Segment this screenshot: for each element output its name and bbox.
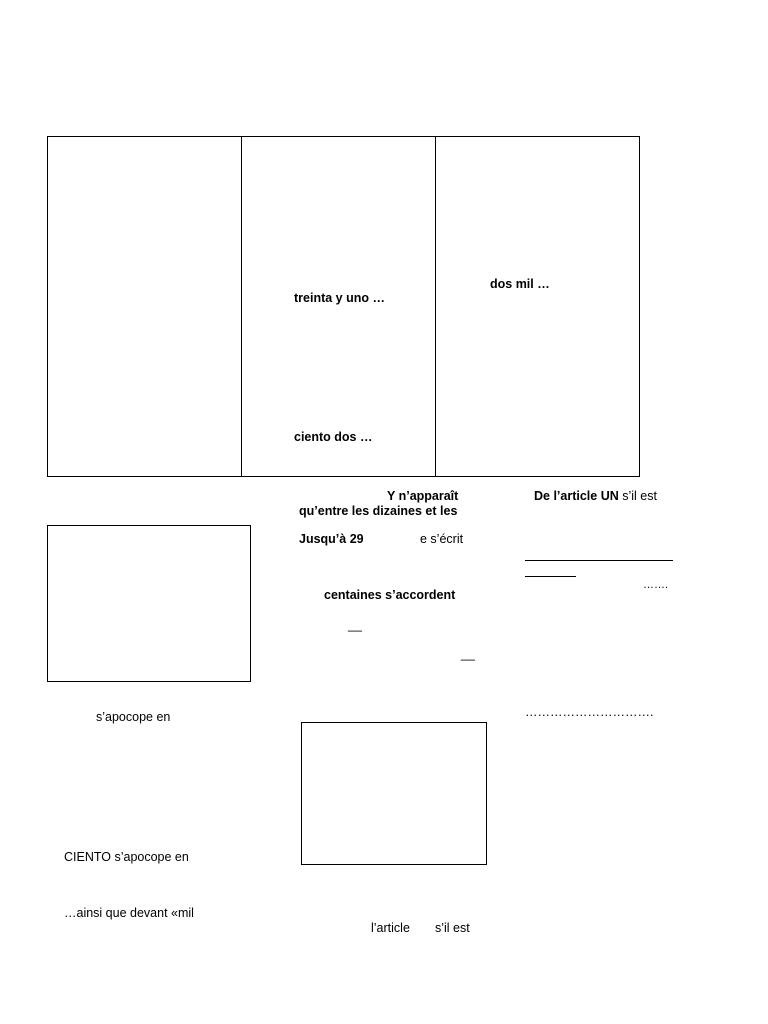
treinta-y-uno-text: treinta y uno … [294,291,385,305]
up-to-29-text: Jusqu’à 29 [299,532,364,546]
top-table-divider-2 [435,136,436,477]
answer-line-long [525,560,673,561]
y-appears-line2: qu’entre les dizaines et les [299,504,458,518]
answer-line-short [525,576,576,577]
article-un-text [534,489,657,504]
article-un-suffix: s’il est [618,489,657,503]
dots-short: ……. [643,579,669,591]
y-appears-line1: Y n’apparaît [387,489,459,503]
left-box [47,525,251,682]
hundreds-agree-text: centaines s’accordent [324,588,456,602]
article-label: l’article [371,921,410,935]
if-it-is-text: s’il est [435,921,470,935]
center-box [301,722,487,865]
top-table [47,136,640,477]
apocope-text: s’apocope en [96,710,171,724]
dash-1: __ [348,618,362,632]
article-un-prefix: De l’article UN [534,489,619,503]
top-table-divider-1 [241,136,242,477]
ciento-dos-text: ciento dos … [294,430,373,444]
dots-long: …………………………. [525,705,654,719]
written-as-text: e s’écrit [420,532,464,546]
dos-mil-text: dos mil … [490,277,550,291]
ciento-apocope-text: CIENTO s’apocope en [64,850,189,864]
dash-2: __ [461,647,475,661]
before-mil-text: …ainsi que devant «mil [64,906,194,920]
